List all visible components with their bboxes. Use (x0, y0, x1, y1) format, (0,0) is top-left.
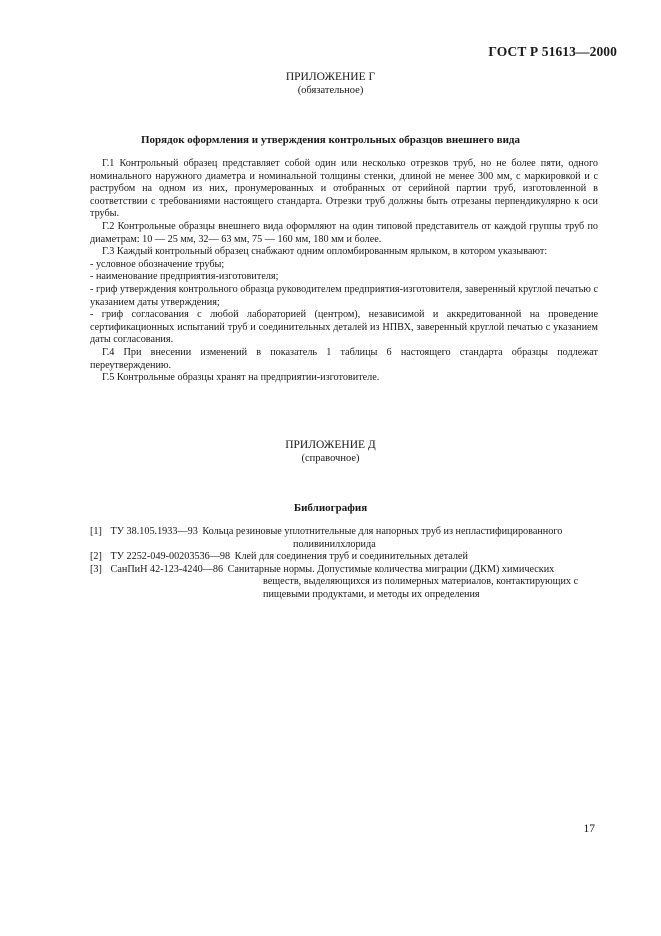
bibliography-list (90, 526, 598, 602)
bib-text: Санитарные нормы. Допустимые количества миграции (ДКМ) химических (227, 563, 555, 575)
appendix-g-body (90, 158, 598, 385)
appendix-g-header (88, 71, 573, 97)
bibliography-item (90, 564, 598, 602)
list-item: - наименование предприятия-изготовителя; (90, 271, 279, 283)
bib-text-continued: веществ, выделяющихся из полимерных материалов, контактирующих с (263, 576, 579, 588)
paragraph-g4: Г.4 При внесении изменений в показатель 1 таблицы 6 настоящего стандарта образцы подлежат переутверждению. (90, 346, 598, 371)
list-item: - условное обозначение трубы; (90, 258, 225, 270)
appendix-g-heading: Порядок оформления и утверждения контрольных образцов внешнего вида (141, 134, 520, 146)
document-code: ГОСТ Р 51613—2000 (488, 44, 617, 59)
bibliography-item (90, 551, 598, 564)
appendix-d-heading: Библиография (293, 502, 368, 514)
bib-code: СанПиН 42-123-4240—86 (110, 563, 224, 575)
list-item: - гриф утверждения контрольного образца руководителем предприятия-изготовителя, заверенный круглой печатью с указанием даты утверждения; (90, 283, 598, 308)
bib-number: [2] (90, 551, 102, 563)
bibliography-item (90, 526, 598, 551)
appendix-g-title: ПРИЛОЖЕНИЕ Г (285, 71, 376, 83)
appendix-g-status: (обязательное) (297, 85, 364, 96)
bib-number: [1] (90, 526, 102, 537)
appendix-d-header (88, 439, 573, 465)
bib-text: Клей для соединения труб и соединительных деталей (234, 551, 468, 563)
appendix-d-title: ПРИЛОЖЕНИЕ Д (285, 439, 376, 451)
bib-code: ТУ 38.105.1933—93 (110, 526, 198, 537)
paragraph-g2: Г.2 Контрольные образцы внешнего вида оформляют на один типовой представитель от каждой группы труб по диаметрам: 10 — 25 мм, 32— 63 мм, 75 — 160 мм, 180 мм и более. (90, 220, 598, 245)
appendix-d-status: (справочное) (301, 453, 360, 464)
bib-text-continued: пищевыми продуктами, и методы их определения (263, 588, 480, 600)
list-item: - гриф согласования с любой лабораторией (центром), независимой и аккредитованной на проведение сертификационных испытаний труб и соединительных деталей из НПВХ, заверенный круглой печатью с указанием даты согласования. (90, 309, 598, 346)
paragraph-g3: Г.3 Каждый контрольный образец снабжают одним опломбированным ярлыком, в котором указывают: (102, 246, 548, 258)
bib-code: ТУ 2252-049-00203536—98 (110, 551, 231, 563)
bib-number: [3] (90, 563, 102, 575)
page-number: 17 (583, 823, 595, 835)
paragraph-g5: Г.5 Контрольные образцы хранят на предприятии-изготовителе. (102, 372, 380, 384)
bib-text-continued: поливинилхлорида (293, 538, 376, 550)
bib-text: Кольца резиновые уплотнительные для напорных труб из непластифицированного (202, 526, 563, 537)
paragraph-g1: Г.1 Контрольный образец представляет собой один или несколько отрезков труб, но не более пяти, одного номинального наружного диаметра и номинальной толщины стенки, длиной не менее 300 мм, с маркировкой и с раструбом на одном из них, пронумерованных и отобранных от серийной партии труб, изготовленной в соответствии с требованиями настоящего стандарта. Отрезки труб должны быть отрезаны перпендикулярно к оси трубы. (90, 158, 598, 220)
